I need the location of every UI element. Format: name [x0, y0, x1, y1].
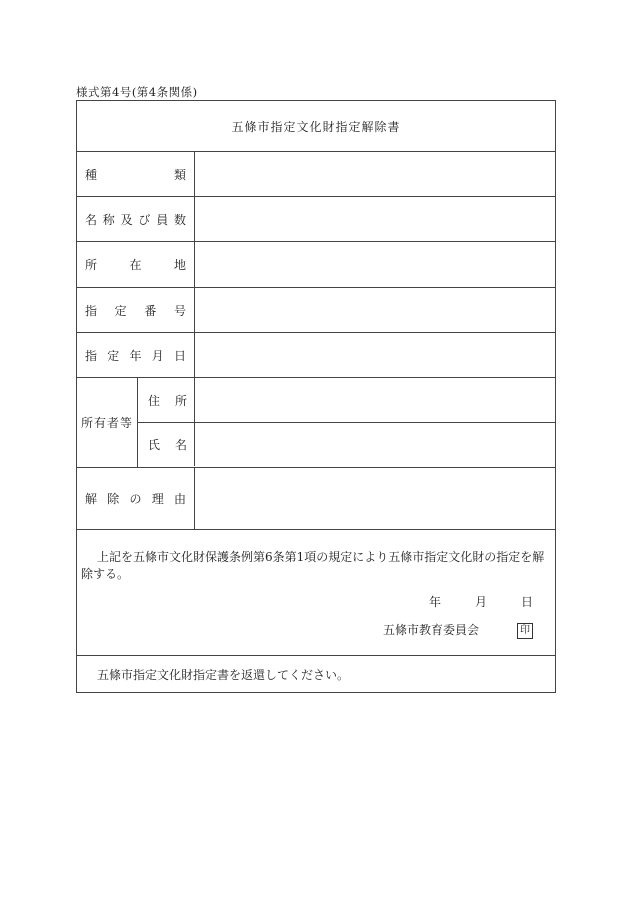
reason-value[interactable] [195, 468, 555, 529]
owner-name-value[interactable] [195, 422, 555, 467]
designation-date-value[interactable] [195, 333, 555, 377]
label-char: 及 [120, 212, 133, 227]
label-char: 氏 [148, 438, 161, 452]
label-char: 所 [174, 393, 187, 408]
label-char: 名 [85, 212, 98, 227]
form-title: 五條市指定文化財指定解除書 [77, 101, 555, 152]
label-char: 数 [173, 212, 186, 227]
return-note: 五條市指定文化財指定書を返還してください。 [97, 667, 350, 682]
form-number: 様式第4号(第4条関係) [76, 85, 198, 99]
label-char: 除 [107, 492, 120, 506]
owner-values [195, 378, 555, 467]
reason-row [77, 468, 555, 530]
label-char: 名 [174, 438, 187, 452]
designation-date-row [77, 333, 555, 378]
label-char: 種 [85, 167, 98, 182]
label-char: 定 [107, 348, 120, 363]
label-char: 号 [173, 303, 186, 318]
statement-text: 上記を五條市文化財保護条例第6条第1項の規定により五條市指定文化財の指定を解除する。 [81, 550, 545, 581]
label-char: 住 [148, 393, 161, 408]
day-label: 日 [520, 595, 533, 609]
issue-date [419, 594, 533, 611]
owner-address-value[interactable] [195, 378, 555, 422]
label-char: の [129, 492, 142, 506]
name-count-row [77, 197, 555, 242]
designation-number-value[interactable] [195, 288, 555, 332]
label-char: 指 [85, 348, 98, 363]
issuer-name: 五條市教育委員会 [382, 623, 479, 637]
label-char: 理 [151, 492, 164, 506]
location-label [77, 242, 195, 287]
name-count-label [77, 197, 195, 241]
label-char: 定 [114, 303, 127, 318]
owner-name-label [138, 422, 195, 466]
issuer-line [383, 622, 533, 639]
cancellation-form [76, 100, 556, 693]
type-row [77, 152, 555, 197]
owner-address-label [138, 378, 195, 422]
location-value[interactable] [195, 242, 555, 287]
month-label: 月 [474, 595, 487, 609]
label-char: 類 [173, 167, 186, 182]
type-label [77, 152, 195, 196]
cancellation-statement [77, 530, 555, 656]
name-count-value[interactable] [195, 197, 555, 241]
label-char: び [138, 212, 151, 227]
designation-date-label [77, 333, 195, 377]
label-char: 地 [173, 258, 186, 272]
label-char: 番 [144, 303, 157, 318]
reason-label [77, 468, 195, 529]
owner-row [77, 378, 555, 468]
label-char: 月 [151, 348, 164, 363]
label-char: 日 [173, 348, 186, 363]
label-char: 年 [129, 348, 142, 363]
seal-icon: 印 [517, 623, 533, 639]
designation-number-row [77, 288, 555, 333]
year-label: 年 [428, 595, 441, 609]
type-value[interactable] [195, 152, 555, 196]
label-char: 所 [85, 258, 98, 272]
label-char: 員 [156, 212, 169, 227]
owner-sub-labels [138, 378, 195, 467]
owner-label: 所有者等 [77, 378, 138, 467]
label-char: 称 [102, 212, 115, 227]
location-row [77, 242, 555, 288]
label-char: 在 [129, 258, 142, 272]
label-char: 由 [173, 492, 186, 506]
designation-number-label [77, 288, 195, 332]
label-char: 解 [85, 492, 98, 506]
label-char: 指 [85, 303, 98, 318]
